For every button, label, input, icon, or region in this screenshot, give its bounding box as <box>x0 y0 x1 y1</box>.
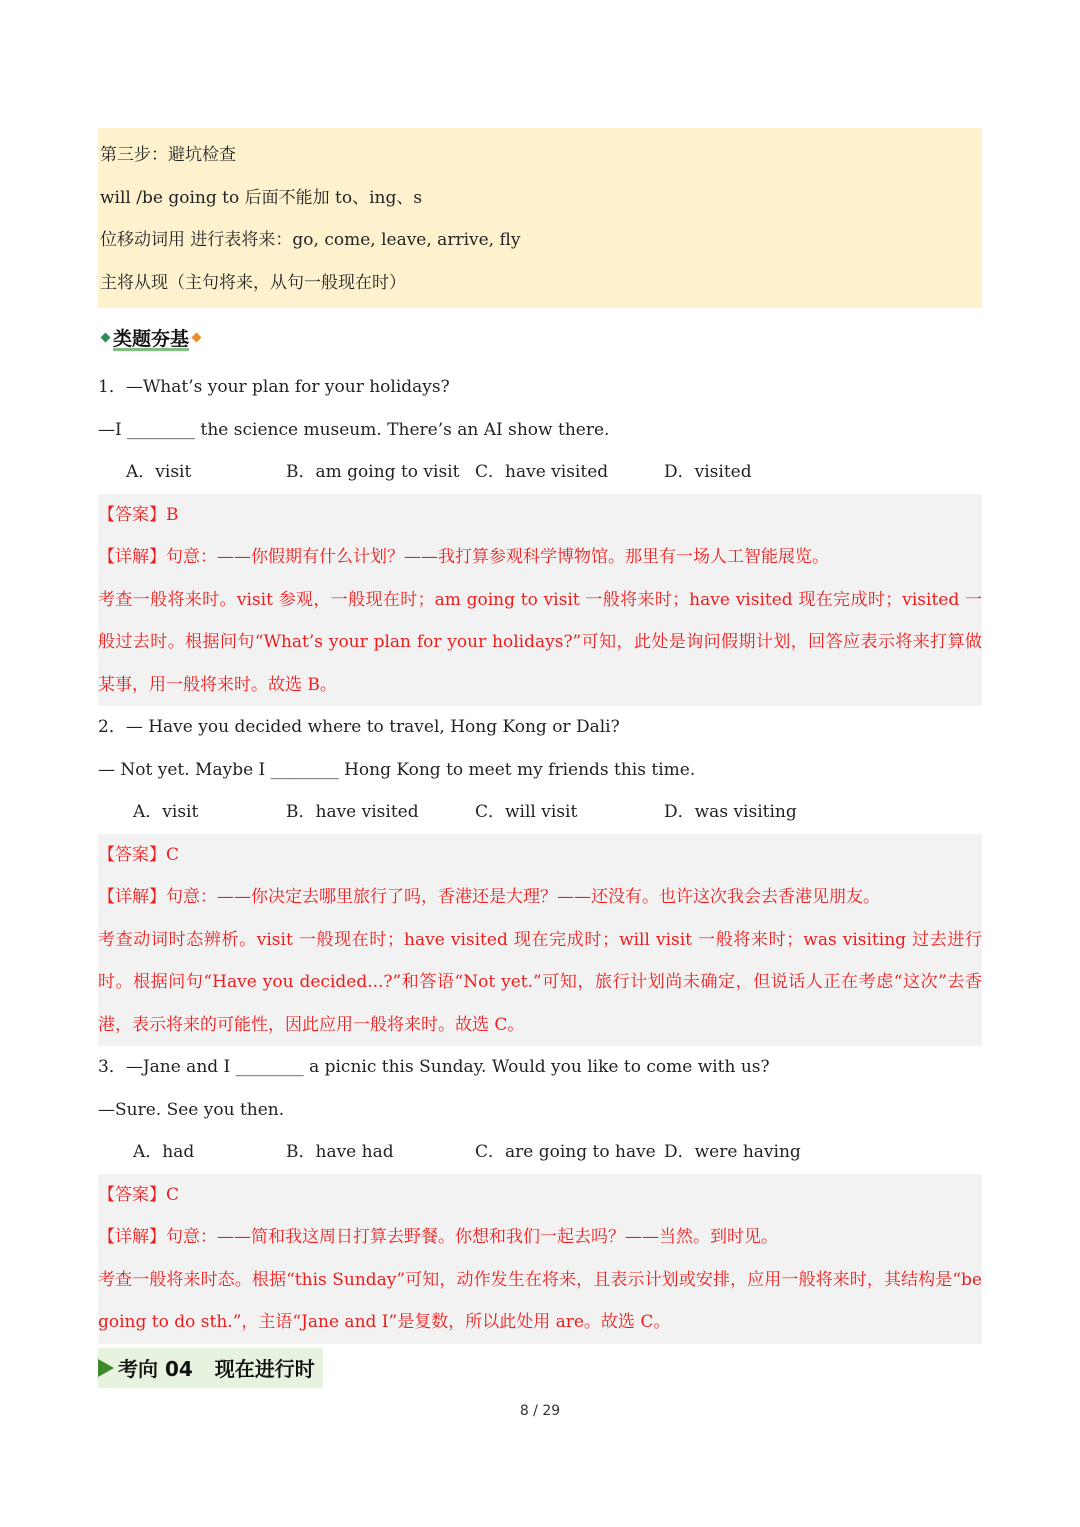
option-d: D．was visiting <box>664 802 797 822</box>
question-stem: 2．— Have you decided where to travel, Hong Kong or Dali? <box>98 717 620 737</box>
page-number: 8 / 29 <box>519 1403 561 1419</box>
option-c: C．will visit <box>475 802 578 822</box>
option-c: C．have visited <box>475 462 609 482</box>
answer-detail: 【详解】句意：——你决定去哪里旅行了吗，香港还是大理？——还没有。也许这次我会去香港见朋友。 <box>98 887 880 907</box>
option-c: C．are going to have <box>475 1142 656 1162</box>
question-stem: — Not yet. Maybe I ________ Hong Kong to meet my friends this time. <box>98 759 696 780</box>
tip-line: will /be going to 后面不能加 to、ing、s <box>100 187 423 208</box>
exam-point-label: 考向 04 <box>118 1357 193 1381</box>
tip-box <box>98 128 982 308</box>
question-stem: 3．—Jane and I ________ a picnic this Sunday. Would you like to come with us? <box>98 1057 770 1077</box>
answer-label: 【答案】C <box>98 844 180 865</box>
page-content <box>98 128 982 1388</box>
answer-analysis: 考查一般将来时。visit 参观，一般现在时；am going to visit 一般将来时；have visited 现在完成时；visited 一般过去时。根据问句“What’s your plan for your holidays?”可知，此处是询问假期计划，回答应表示将来打算做某事，用一般将来时。故选 B。 <box>98 589 982 695</box>
option-a: A．visit <box>126 462 192 482</box>
exam-point-heading <box>98 1348 323 1388</box>
option-d: D．were having <box>664 1142 801 1162</box>
options-row <box>98 791 982 834</box>
question-stem: —Sure. See you then. <box>98 1099 285 1120</box>
tip-line: 位移动词用 进行表将来：go, come, leave, arrive, fly <box>100 230 521 250</box>
exam-point-title: 现在进行时 <box>214 1357 315 1381</box>
option-a: A．had <box>133 1142 195 1162</box>
option-b: B．have had <box>286 1142 394 1162</box>
option-b: B．am going to visit <box>286 462 460 482</box>
diamond-icon <box>101 332 111 342</box>
answer-box <box>98 494 982 707</box>
question-3 <box>98 1046 982 1344</box>
answer-analysis: 考查动词时态辨析。visit 一般现在时；have visited 现在完成时；will visit 一般将来时；was visiting 过去进行时。根据问句“Have you decided...?”和答语“Not yet.”可知，旅行计划尚未确定，但说话人正在考虑“这次”去香港，表示将来的可能性，因此应用一般将来时。故选 C。 <box>98 929 982 1035</box>
option-b: B．have visited <box>286 802 419 822</box>
options-row <box>98 1131 982 1174</box>
answer-box <box>98 1174 982 1344</box>
answer-label: 【答案】B <box>98 504 179 525</box>
option-d: D．visited <box>664 462 752 482</box>
option-a: A．visit <box>133 802 199 822</box>
answer-analysis: 考查一般将来时态。根据“this Sunday”可知，动作发生在将来，且表示计划或安排，应用一般将来时，其结构是“be going to do sth.”，主语“Jane and I”是复数，所以此处用 are。故选 C。 <box>98 1269 982 1332</box>
options-row <box>98 451 982 494</box>
tip-line: 主将从现（主句将来，从句一般现在时） <box>100 272 406 293</box>
tip-line: 第三步：避坑检查 <box>100 145 236 165</box>
diamond-icon <box>192 332 202 342</box>
question-2 <box>98 706 982 1046</box>
question-stem: 1．—What’s your plan for your holidays? <box>98 377 450 397</box>
answer-label: 【答案】C <box>98 1184 180 1205</box>
answer-detail: 【详解】句意：——你假期有什么计划？——我打算参观科学博物馆。那里有一场人工智能展览。 <box>98 547 829 567</box>
answer-detail: 【详解】句意：——简和我这周日打算去野餐。你想和我们一起去吗？——当然。到时见。 <box>98 1227 778 1247</box>
question-1 <box>98 366 982 706</box>
play-arrow-icon <box>98 1359 114 1377</box>
question-stem: —I ________ the science museum. There’s an AI show there. <box>98 419 610 440</box>
section-heading <box>98 308 982 366</box>
answer-box <box>98 834 982 1047</box>
section-title: 类题夯基 <box>113 327 190 350</box>
